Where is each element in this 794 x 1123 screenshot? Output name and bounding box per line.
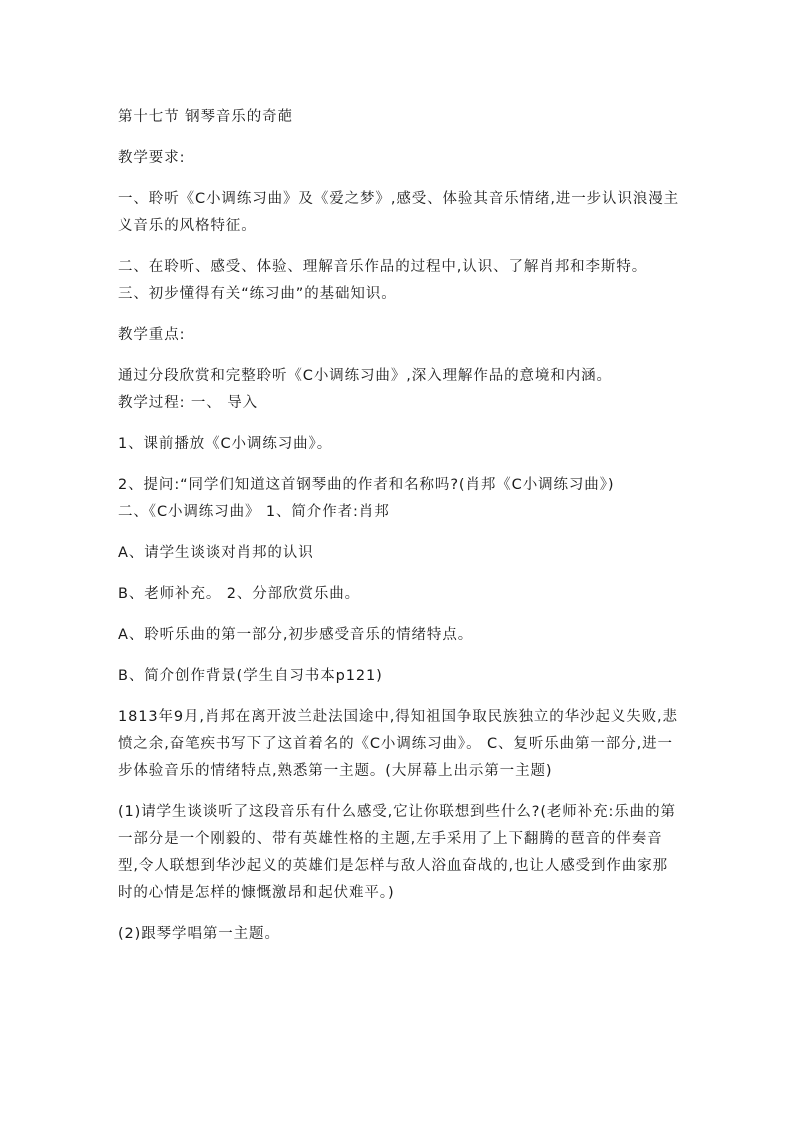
question-one-paragraph: (1)请学生谈谈听了这段音乐有什么感受,它让你联想到些什么?(老师补充:乐曲的第一部分是一个刚毅的、带有英雄性格的主题,左手采用了上下翻腾的琶音的伴奏音型,令人联想到华沙起义的英雄们是怎样与敌人浴血奋战的,也让人感受到作曲家那时的心情是怎样的慷慨激昂和起伏难平。) xyxy=(118,804,676,901)
teaching-process-heading: 教学过程: 一、 导入 xyxy=(118,395,259,411)
requirement-one: 一、聆听《C小调练习曲》及《爱之梦》,感受、体验其音乐情绪,进一步认识浪漫主义音乐的风格特征。 xyxy=(118,191,680,234)
step-question: 2、提问:“同学们知道这首钢琴曲的作者和名称吗?(肖邦《C小调练习曲》) xyxy=(118,477,615,493)
background-paragraph: 1813年9月,肖邦在离开波兰赴法国途中,得知祖国争取民族独立的华沙起义失败,悲愤之余,奋笔疾书写下了这首着名的《C小调练习曲》。 C、复听乐曲第一部分,进一步体验音乐的情绪特点,熟悉第一主题。(大屏幕上出示第一主题) xyxy=(118,709,678,779)
step-a-students-discuss: A、请学生谈谈对肖邦的认识 xyxy=(118,545,314,561)
part-two-intro-author: 二、《C小调练习曲》 1、简介作者:肖邦 xyxy=(118,504,390,520)
teaching-requirements-heading: 教学要求: xyxy=(118,150,186,166)
step-a-listen-part-one: A、聆听乐曲的第一部分,初步感受音乐的情绪特点。 xyxy=(118,627,474,643)
teaching-focus-text: 通过分段欣赏和完整聆听《C小调练习曲》,深入理解作品的意境和内涵。 xyxy=(118,368,612,384)
requirement-two-three: 二、在聆听、感受、体验、理解音乐作品的过程中,认识、了解肖邦和李斯特。 三、初步懂得有关“练习曲”的基础知识。 xyxy=(118,259,648,302)
document-body xyxy=(118,104,682,962)
step-b-teacher-supplement: B、老师补充。 2、分部欣赏乐曲。 xyxy=(118,586,361,602)
step-play-before-class: 1、课前播放《C小调练习曲》。 xyxy=(118,436,333,452)
teaching-focus-heading: 教学重点: xyxy=(118,327,186,343)
step-b-background: B、简介创作背景(学生自习书本p121) xyxy=(118,668,383,684)
question-two-paragraph: (2)跟琴学唱第一主题。 xyxy=(118,926,280,942)
section-title: 第十七节 钢琴音乐的奇葩 xyxy=(118,109,293,125)
